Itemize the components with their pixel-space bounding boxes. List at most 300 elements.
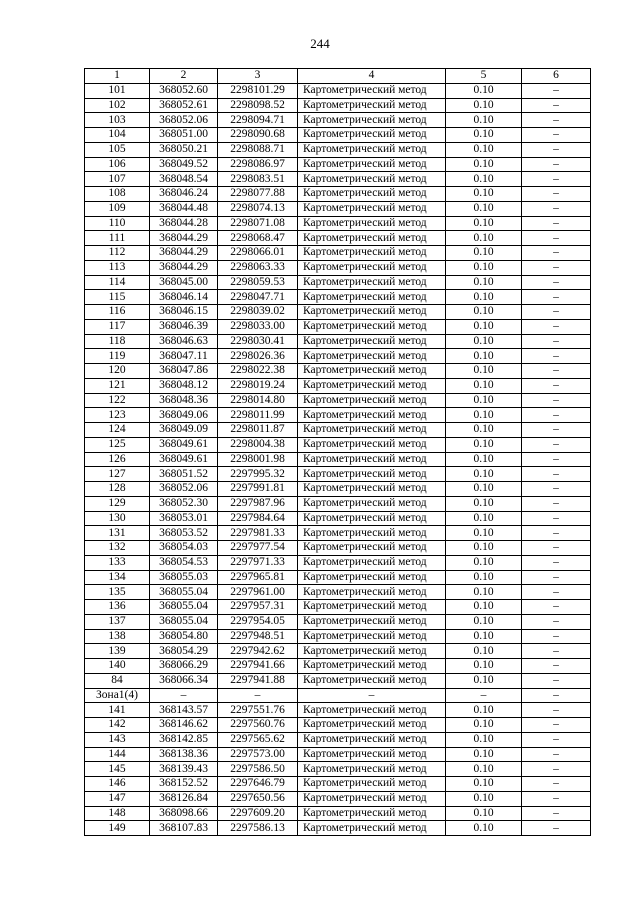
table-cell: Картометрический метод [298,629,446,644]
table-cell: Картометрический метод [298,673,446,688]
table-cell: 112 [85,246,150,261]
table-cell: – [522,496,591,511]
table-cell: 103 [85,113,150,128]
table-cell: 2298063.33 [218,260,298,275]
table-cell: 0.10 [446,437,522,452]
table-cell: 0.10 [446,364,522,379]
table-cell: 2298030.41 [218,334,298,349]
table-cell: – [522,98,591,113]
table-cell: 136 [85,600,150,615]
header-cell: 2 [150,69,218,84]
table-row [85,98,591,113]
table-cell: 149 [85,821,150,836]
table-cell: 2298074.13 [218,201,298,216]
table-cell: 114 [85,275,150,290]
table-row [85,172,591,187]
table-cell: Картометрический метод [298,718,446,733]
table-cell: – [150,688,218,703]
table-cell: 0.10 [446,644,522,659]
table-cell: 2298088.71 [218,142,298,157]
table-cell: Картометрический метод [298,246,446,261]
table-cell: 368052.06 [150,482,218,497]
table-cell: 368054.03 [150,541,218,556]
table-cell: 368050.21 [150,142,218,157]
table-cell: 2297965.81 [218,570,298,585]
table-cell: Картометрический метод [298,555,446,570]
table-cell: 2297941.88 [218,673,298,688]
table-cell: – [522,275,591,290]
table-cell: 2298059.53 [218,275,298,290]
table-cell: 105 [85,142,150,157]
table-cell: 133 [85,555,150,570]
table-cell: 0.10 [446,791,522,806]
table-cell: Картометрический метод [298,334,446,349]
table-cell: Картометрический метод [298,319,446,334]
table-cell: – [522,378,591,393]
table-cell: 120 [85,364,150,379]
table-cell: 127 [85,467,150,482]
table-row [85,570,591,585]
table-cell: 0.10 [446,319,522,334]
table-cell: 2297586.13 [218,821,298,836]
table-cell: 368053.52 [150,526,218,541]
table-cell: – [522,423,591,438]
table-cell: 2298014.80 [218,393,298,408]
table-cell: 2298094.71 [218,113,298,128]
table-cell: Картометрический метод [298,408,446,423]
table-cell: 2297995.32 [218,467,298,482]
table-row [85,541,591,556]
table-cell: 2297948.51 [218,629,298,644]
table-cell: – [522,467,591,482]
table-cell: 102 [85,98,150,113]
table-cell: Картометрический метод [298,305,446,320]
table-cell: 2298022.38 [218,364,298,379]
table-header [85,69,591,84]
table-cell: 0.10 [446,629,522,644]
table-cell: 368055.04 [150,614,218,629]
coordinates-table [84,68,591,836]
table-cell: 368046.39 [150,319,218,334]
table-cell: – [522,113,591,128]
table-cell: 0.10 [446,496,522,511]
table-cell: 146 [85,777,150,792]
table-cell: 0.10 [446,378,522,393]
table-cell: 0.10 [446,718,522,733]
table-cell: 0.10 [446,821,522,836]
table-cell: 134 [85,570,150,585]
table-cell: 0.10 [446,290,522,305]
table-row [85,334,591,349]
table-cell: 368054.29 [150,644,218,659]
table-cell: 0.10 [446,762,522,777]
table-cell: Картометрический метод [298,791,446,806]
table-cell: 113 [85,260,150,275]
table-cell: – [522,187,591,202]
table-cell: 368044.29 [150,231,218,246]
header-cell: 5 [446,69,522,84]
table-row [85,482,591,497]
table-cell: 368049.06 [150,408,218,423]
table-row [85,260,591,275]
table-cell: 368046.14 [150,290,218,305]
table-cell: 0.10 [446,83,522,98]
table-cell: 2298101.29 [218,83,298,98]
table-cell: Картометрический метод [298,290,446,305]
table-cell: – [522,260,591,275]
table-cell: 368052.60 [150,83,218,98]
table-cell: 104 [85,128,150,143]
table-cell: 142 [85,718,150,733]
header-cell: 4 [298,69,446,84]
table-cell: – [522,526,591,541]
table-row [85,511,591,526]
table-cell: Зона1(4) [85,688,150,703]
table-cell: Картометрический метод [298,821,446,836]
table-cell: 368048.54 [150,172,218,187]
table-cell: 368048.36 [150,393,218,408]
table-cell: 2298077.88 [218,187,298,202]
table-cell: 0.10 [446,349,522,364]
table-cell: 138 [85,629,150,644]
table-cell: 0.10 [446,246,522,261]
table-cell: 108 [85,187,150,202]
table-cell: Картометрический метод [298,703,446,718]
table-cell: 0.10 [446,673,522,688]
table-cell: 2297984.64 [218,511,298,526]
table-cell: 0.10 [446,216,522,231]
table-cell: 2298086.97 [218,157,298,172]
table-cell: 0.10 [446,260,522,275]
table-cell: 368044.29 [150,260,218,275]
table-cell: 101 [85,83,150,98]
table-cell: 368044.29 [150,246,218,261]
table-cell: Картометрический метод [298,806,446,821]
table-cell: 0.10 [446,172,522,187]
table-cell: – [522,246,591,261]
table-row [85,305,591,320]
table-cell: Картометрический метод [298,364,446,379]
table-cell: 2298083.51 [218,172,298,187]
table-cell: Картометрический метод [298,585,446,600]
table-cell: – [522,585,591,600]
table-cell: Картометрический метод [298,113,446,128]
table-row [85,364,591,379]
table-row [85,83,591,98]
table-row [85,673,591,688]
table-cell: 0.10 [446,334,522,349]
table-cell: Картометрический метод [298,128,446,143]
table-cell: 2298004.38 [218,437,298,452]
table-row [85,378,591,393]
table-cell: – [522,688,591,703]
table-cell: Картометрический метод [298,83,446,98]
table-row [85,555,591,570]
table-cell: 2298001.98 [218,452,298,467]
table-cell: 368142.85 [150,732,218,747]
table-cell: Картометрический метод [298,231,446,246]
table-cell: 117 [85,319,150,334]
table-cell: 129 [85,496,150,511]
table-cell: 0.10 [446,128,522,143]
table-cell: 368044.28 [150,216,218,231]
table-row [85,452,591,467]
table-cell: 368054.53 [150,555,218,570]
table-cell: 125 [85,437,150,452]
table-cell: 0.10 [446,275,522,290]
table-cell: 0.10 [446,659,522,674]
table-cell: – [522,555,591,570]
table-cell: Картометрический метод [298,570,446,585]
table-row [85,201,591,216]
table-cell: Картометрический метод [298,541,446,556]
table-cell: Картометрический метод [298,526,446,541]
table-cell: 0.10 [446,703,522,718]
table-cell: 0.10 [446,98,522,113]
table-row [85,187,591,202]
table-row [85,216,591,231]
table-row [85,747,591,762]
table-cell: 116 [85,305,150,320]
table-cell: 123 [85,408,150,423]
table-cell: 139 [85,644,150,659]
table-cell: 0.10 [446,585,522,600]
table-cell: 148 [85,806,150,821]
table-cell: 111 [85,231,150,246]
table-cell: 0.10 [446,467,522,482]
table-row [85,128,591,143]
table-row [85,275,591,290]
table-cell: 368054.80 [150,629,218,644]
table-cell: – [446,688,522,703]
table-cell: 368049.61 [150,437,218,452]
table-cell: 0.10 [446,142,522,157]
table-cell: Картометрический метод [298,467,446,482]
table-cell: – [522,777,591,792]
table-cell: Картометрический метод [298,644,446,659]
table-cell: 2297565.62 [218,732,298,747]
table-cell: 2297650.56 [218,791,298,806]
table-cell: – [522,349,591,364]
table-cell: 0.10 [446,526,522,541]
table-row [85,791,591,806]
table-cell: – [522,541,591,556]
table-row [85,290,591,305]
table-cell: 368053.01 [150,511,218,526]
table-cell: 118 [85,334,150,349]
table-cell: 2297646.79 [218,777,298,792]
table-cell: 368046.15 [150,305,218,320]
table-row [85,393,591,408]
table-cell: – [522,703,591,718]
table-cell: 110 [85,216,150,231]
table-cell: 0.10 [446,600,522,615]
table-cell: 2297551.76 [218,703,298,718]
table-cell: – [522,762,591,777]
table-cell: 2297957.31 [218,600,298,615]
table-cell: – [522,216,591,231]
table-cell: 2297573.00 [218,747,298,762]
table-row [85,496,591,511]
table-cell: 106 [85,157,150,172]
table-cell: 0.10 [446,570,522,585]
table-cell: 368143.57 [150,703,218,718]
table-cell: 368051.52 [150,467,218,482]
table-cell: 2298068.47 [218,231,298,246]
table-cell: 368139.43 [150,762,218,777]
table-cell: 121 [85,378,150,393]
table-cell: 0.10 [446,393,522,408]
table-cell: 368047.86 [150,364,218,379]
table-cell: Картометрический метод [298,732,446,747]
table-cell: 147 [85,791,150,806]
table-cell: 143 [85,732,150,747]
table-cell: 0.10 [446,113,522,128]
table-cell: 2297991.81 [218,482,298,497]
table-cell: 368152.52 [150,777,218,792]
table-cell: 0.10 [446,423,522,438]
table-cell: 2297942.62 [218,644,298,659]
table-cell: Картометрический метод [298,142,446,157]
table-cell: 2297981.33 [218,526,298,541]
table-cell: Картометрический метод [298,187,446,202]
table-cell: – [522,673,591,688]
table-cell: Картометрический метод [298,260,446,275]
table-cell: 109 [85,201,150,216]
table-cell: 107 [85,172,150,187]
table-cell: 368055.04 [150,585,218,600]
table-cell: Картометрический метод [298,275,446,290]
table-cell: 368098.66 [150,806,218,821]
table-cell: 368066.29 [150,659,218,674]
table-cell: 0.10 [446,157,522,172]
table-cell: 115 [85,290,150,305]
table-cell: 135 [85,585,150,600]
header-row [85,69,591,84]
table-cell: 2298033.00 [218,319,298,334]
table-cell: 144 [85,747,150,762]
table-cell: – [522,142,591,157]
table-cell: Картометрический метод [298,157,446,172]
table-cell: 368146.62 [150,718,218,733]
table-cell: Картометрический метод [298,216,446,231]
table-cell: Картометрический метод [298,98,446,113]
table-cell: 119 [85,349,150,364]
table-row [85,600,591,615]
table-cell: – [522,747,591,762]
table-cell: Картометрический метод [298,172,446,187]
table-row [85,659,591,674]
table-cell: 368055.03 [150,570,218,585]
table-cell: Картометрический метод [298,614,446,629]
table-cell: 145 [85,762,150,777]
table-cell: – [522,128,591,143]
table-row [85,614,591,629]
table-row [85,113,591,128]
table-cell: 2298011.87 [218,423,298,438]
table-cell: 2298066.01 [218,246,298,261]
table-cell: Картометрический метод [298,747,446,762]
table-cell: 2298011.99 [218,408,298,423]
table-cell: 368055.04 [150,600,218,615]
table-cell: Картометрический метод [298,762,446,777]
table-cell: 368107.83 [150,821,218,836]
table-row [85,231,591,246]
table-cell: – [522,732,591,747]
table-cell: 0.10 [446,482,522,497]
table-cell: – [298,688,446,703]
table-cell: 124 [85,423,150,438]
table-cell: – [522,364,591,379]
table-cell: 122 [85,393,150,408]
table-row [85,732,591,747]
header-cell: 3 [218,69,298,84]
table-cell: 2297961.00 [218,585,298,600]
table-cell: – [522,570,591,585]
table-cell: 2297954.05 [218,614,298,629]
table-cell: – [522,393,591,408]
table-cell: Картометрический метод [298,511,446,526]
table-row [85,526,591,541]
table-row [85,806,591,821]
table-row [85,142,591,157]
table-cell: 0.10 [446,614,522,629]
header-cell: 6 [522,69,591,84]
table-cell: 368052.30 [150,496,218,511]
table-cell: 368051.00 [150,128,218,143]
table-cell: – [522,718,591,733]
table-row [85,246,591,261]
table-row [85,585,591,600]
table-cell: 0.10 [446,201,522,216]
table-cell: Картометрический метод [298,777,446,792]
table-row [85,718,591,733]
table-cell: 2298098.52 [218,98,298,113]
table-cell: Картометрический метод [298,393,446,408]
table-cell: 130 [85,511,150,526]
table-cell: 84 [85,673,150,688]
table-cell: – [522,83,591,98]
table-cell: 141 [85,703,150,718]
table-cell: – [522,437,591,452]
table-cell: 368066.34 [150,673,218,688]
table-cell: 2298071.08 [218,216,298,231]
table-cell: 137 [85,614,150,629]
table-cell: 2297609.20 [218,806,298,821]
table-cell: Картометрический метод [298,437,446,452]
table-cell: 0.10 [446,555,522,570]
table-cell: 368047.11 [150,349,218,364]
table-row [85,821,591,836]
table-cell: 368049.52 [150,157,218,172]
table-cell: 2298047.71 [218,290,298,305]
table-cell: 368052.61 [150,98,218,113]
table-cell: 368048.12 [150,378,218,393]
table-row [85,423,591,438]
table-row [85,437,591,452]
table-cell: – [522,629,591,644]
table-row [85,349,591,364]
table-row [85,777,591,792]
table-cell: – [522,231,591,246]
table-body [85,83,591,835]
table-row [85,703,591,718]
table-row [85,408,591,423]
table-cell: 368126.84 [150,791,218,806]
table-cell: – [522,600,591,615]
table-cell: – [522,511,591,526]
table-cell: 0.10 [446,511,522,526]
